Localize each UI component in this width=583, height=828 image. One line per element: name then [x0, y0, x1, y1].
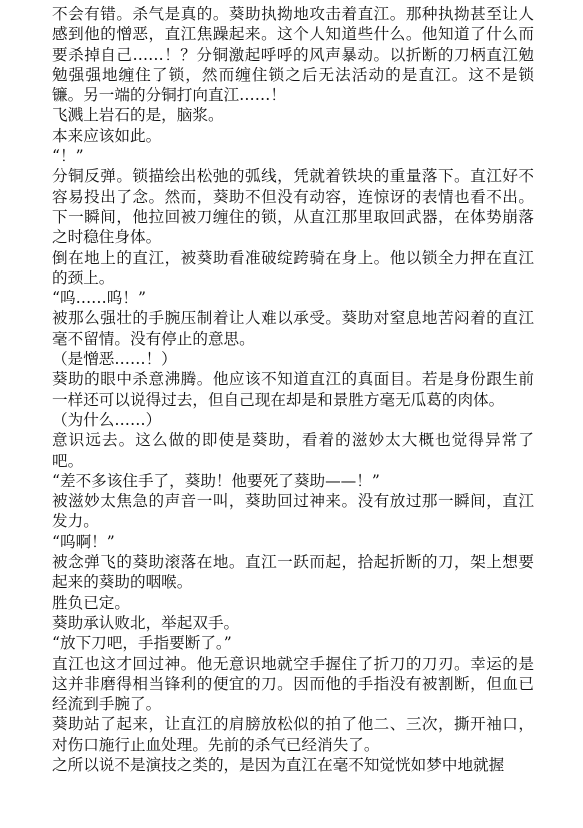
paragraph: （为什么……） [52, 410, 162, 429]
paragraph: 葵助的眼中杀意沸腾。他应该不知道直江的真面目。若是身份跟生前一样还可以说得过去，但自己现在却是和景胜方毫无瓜葛的肉体。 [52, 370, 534, 409]
paragraph: 本来应该如此。 [52, 126, 162, 145]
paragraph: 意识远去。这么做的即使是葵助，看着的滋妙太大概也觉得异常了吧。 [52, 431, 534, 470]
paragraph: “呜啊！” [52, 532, 115, 551]
paragraph: 胜负已定。 [52, 593, 130, 612]
paragraph: “呜……呜！” [52, 289, 146, 308]
paragraph: 倒在地上的直江，被葵助看准破绽跨骑在身上。他以锁全力押在直江的颈上。 [52, 248, 534, 287]
paragraph: “差不多该住手了，葵助！他要死了葵助——！” [52, 471, 380, 490]
paragraph: 分铜反弹。锁描绘出松弛的弧线，凭就着铁块的重量落下。直江好不容易投出了念。然而，葵助不但没有动容，连惊讶的表情也看不出。下一瞬间，他拉回被刀缠住的锁，从直江那里取回武器，在体势崩落之时稳住身体。 [52, 167, 534, 247]
paragraph: 不会有错。杀气是真的。葵助执拗地攻击着直江。那种执拗甚至让人感到他的憎恶，直江焦躁起来。这个人知道些什么。他知道了什么而要杀掉自己……！？分铜激起呼呼的风声暴动。以折断的刀柄直江勉勉强强地缠住了锁，然而缠住锁之后无法活动的是直江。这不是锁镰。另一端的分铜打向直江……！ [52, 5, 534, 105]
paragraph: “放下刀吧，手指要断了。” [52, 634, 232, 653]
paragraph: “！” [52, 147, 84, 166]
paragraph: 飞溅上岩石的是，脑浆。 [52, 106, 224, 125]
paragraph: 被念弹飞的葵助滚落在地。直江一跃而起，拾起折断的刀，架上想要起来的葵助的咽喉。 [52, 553, 534, 592]
paragraph: （是憎恶……！） [52, 350, 177, 369]
page-text [52, 4, 534, 775]
paragraph: 直江也这才回过神。他无意识地就空手握住了折刀的刀刃。幸运的是这并非磨得相当锋利的便宜的刀。因而他的手指没有被割断，但血已经流到手腕了。 [52, 654, 534, 714]
paragraph: 葵助站了起来，让直江的肩膀放松似的拍了他二、三次，撕开袖口，对伤口施行止血处理。先前的杀气已经消失了。 [52, 715, 534, 754]
paragraph: 之所以说不是演技之类的，是因为直江在毫不知觉恍如梦中地就握 [52, 755, 505, 774]
paragraph: 葵助承认败北，举起双手。 [52, 613, 240, 632]
paragraph: 被滋妙太焦急的声音一叫，葵助回过神来。没有放过那一瞬间，直江发力。 [52, 492, 534, 531]
paragraph: 被那么强壮的手腕压制着让人难以承受。葵助对窒息地苦闷着的直江毫不留情。没有停止的意思。 [52, 309, 534, 348]
